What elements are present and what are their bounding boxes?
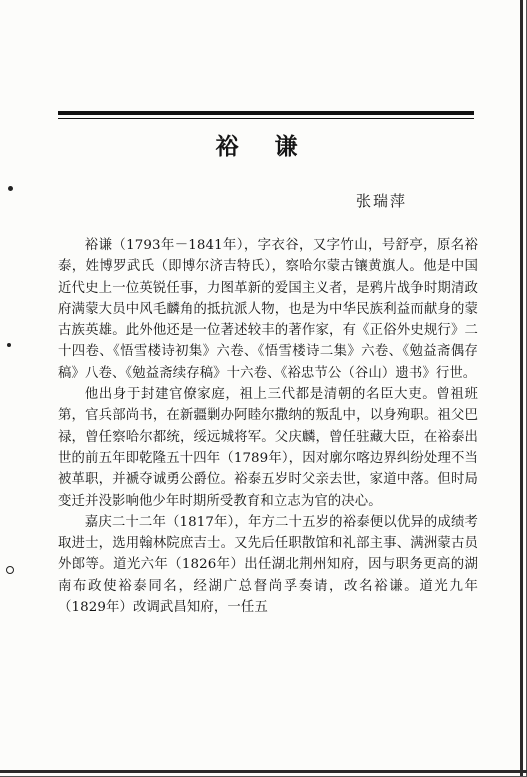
header-rule-thick	[58, 111, 474, 115]
body-paragraph: 裕谦（1793年－1841年），字衣谷，又字竹山，号舒亭，原名裕泰，姓博罗武氏（即博尔济吉特氏），察哈尔蒙古镶黄旗人。他是中国近代史上一位英锐任事，力图革新的爱国主义者，是鸦片战争时期清政府满蒙大员中风毛麟角的抵抗派人物，也是为中华民族利益而献身的蒙古族英雄。此外他还是一位著述较丰的著作家，有《正俗外史规行》二十四卷、《悟雪楼诗初集》六卷、《悟雪楼诗二集》六卷、《勉益斋偶存稿》八卷、《勉益斋续存稿》十六卷、《裕忠节公（谷山）遗书》行世。	[58, 238, 478, 381]
article-body	[58, 235, 478, 618]
header-rule-thin	[58, 118, 474, 119]
body-paragraph: 他出身于封建官僚家庭，祖上三代都是清朝的名臣大吏。曾祖班第，官兵部尚书，在新疆剿办阿睦尔撒纳的叛乱中，以身殉职。祖父巴禄，曾任察哈尔都统，绥远城将军。父庆麟，曾任驻藏大臣，在裕泰出世的前五年即乾隆五十四年（1789年），因对廓尔喀边界纠纷处理不当被革职，并褫夺诚勇公爵位。裕泰五岁时父亲去世，家道中落。但时局变迁并没影响他少年时期所受教育和立志为官的决心。	[58, 387, 478, 509]
article-title: 裕 谦	[215, 133, 312, 160]
page-edge-bottom	[0, 770, 527, 773]
page-edge-right	[520, 0, 523, 777]
article-author: 张瑞萍	[356, 192, 408, 210]
body-paragraph: 嘉庆二十二年（1817年），年方二十五岁的裕泰便以优异的成绩考取进士，选用翰林院庶吉士。又先后任职散馆和礼部主事、满洲蒙古员外郎等。道光六年（1826年）出任湖北荆州知府，因与职务更高的湖南布政使裕泰同名，经湖广总督尚孚奏请，改名裕谦。道光九年（1829年）改调武昌知府，一任五	[58, 514, 478, 616]
binding-hole-mark	[6, 566, 14, 574]
binding-hole-mark	[8, 186, 13, 191]
binding-hole-mark	[7, 343, 11, 347]
